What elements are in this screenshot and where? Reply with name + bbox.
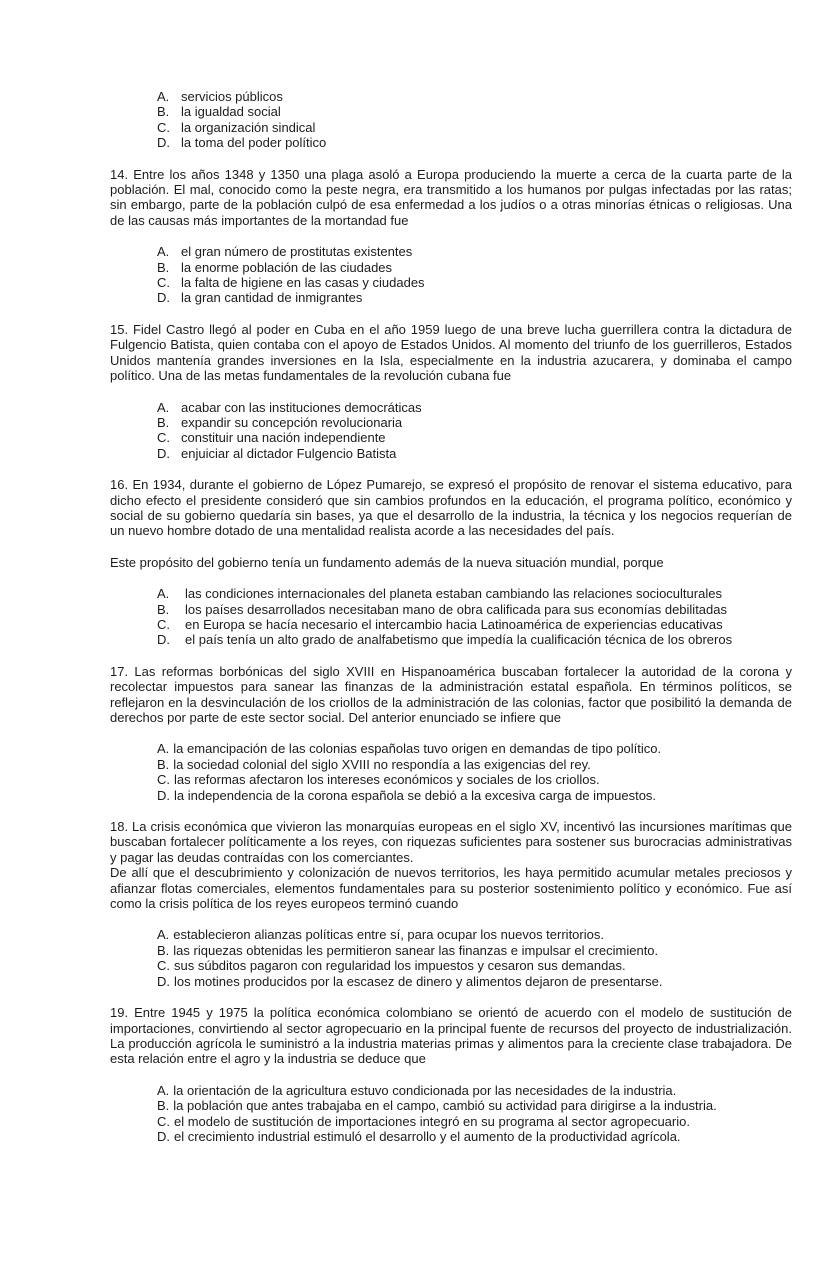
option-text: la gran cantidad de inmigrantes: [181, 290, 363, 306]
option-text: el modelo de sustitución de importaciones integró en su programa al sector agropecuario.: [174, 1113, 690, 1129]
option-letter: D.: [157, 632, 170, 648]
option-item: [157, 757, 792, 772]
option-text: sus súbditos pagaron con regularidad los impuestos y cesaron sus demandas.: [174, 958, 626, 974]
option-item: [157, 974, 792, 989]
options-list: [110, 586, 792, 648]
option-text: establecieron alianzas políticas entre sí, para ocupar los nuevos territorios.: [173, 927, 604, 943]
option-item: [157, 1083, 792, 1098]
option-text: la emancipación de las colonias españolas tuvo origen en demandas de tipo político.: [173, 741, 662, 757]
option-letter: C.: [157, 1113, 170, 1129]
option-letter: B.: [157, 259, 170, 275]
option-text: las reformas afectaron los intereses económicos y sociales de los criollos.: [174, 772, 600, 788]
options-list: [110, 244, 792, 306]
option-item: [157, 586, 792, 601]
option-text: la orientación de la agricultura estuvo condicionada por las necesidades de la industria.: [173, 1082, 677, 1098]
option-letter: B.: [157, 601, 170, 617]
option-text: acabar con las instituciones democráticas: [181, 399, 422, 415]
option-text: la enorme población de las ciudades: [181, 259, 393, 275]
option-letter: B.: [157, 756, 170, 772]
option-text: el gran número de prostitutas existentes: [181, 244, 413, 260]
option-letter: A.: [157, 927, 170, 943]
question-paragraph: 14. Entre los años 1348 y 1350 una plaga asoló a Europa produciendo la muerte a cerca de la cuarta parte de la población. El mal, conocido como la peste negra, era transmitido a los humanos por pulgas infectadas por las ratas; sin embargo, parte de la población culpó de esa enfermedad a los judíos o a otras minorías étnicas o religiosas. Una de las causas más importantes de la mortandad fue: [110, 166, 792, 228]
option-text: la organización sindical: [181, 119, 316, 135]
option-text: constituir una nación independiente: [181, 430, 386, 446]
option-item: [157, 275, 792, 290]
option-item: [157, 120, 792, 135]
option-letter: C.: [157, 430, 170, 446]
option-letter: D.: [157, 787, 170, 803]
option-item: [157, 1114, 792, 1129]
option-text: las condiciones internacionales del planeta estaban cambiando las relaciones socioculturales: [185, 586, 722, 602]
options-list: [110, 927, 792, 989]
option-item: [157, 958, 792, 973]
option-letter: A.: [157, 399, 170, 415]
option-letter: C.: [157, 119, 170, 135]
option-text: los países desarrollados necesitaban mano de obra calificada para sus economías debilitadas: [185, 601, 727, 617]
option-item: [157, 89, 792, 104]
option-item: [157, 400, 792, 415]
options-list: [110, 1083, 792, 1145]
option-text: los motines producidos por la escasez de dinero y alimentos dejaron de presentarse.: [174, 973, 663, 989]
option-item: [157, 602, 792, 617]
option-item: [157, 260, 792, 275]
option-letter: A.: [157, 244, 170, 260]
option-item: [157, 788, 792, 803]
option-letter: D.: [157, 135, 170, 151]
question-paragraph: 15. Fidel Castro llegó al poder en Cuba en el año 1959 luego de una breve lucha guerrillera contra la dictadura de Fulgencio Batista, quien contaba con el apoyo de Estados Unidos. Al momento del triunfo de los guerrilleros, Estados Unidos mantenía grandes inversiones en la Isla, especialmente en la industria azucarera, y dominaba el campo político. Una de las metas fundamentales de la revolución cubana fue: [110, 321, 792, 384]
option-letter: A.: [157, 1082, 170, 1098]
option-letter: A.: [157, 89, 170, 104]
option-item: [157, 617, 792, 632]
option-letter: A.: [157, 586, 170, 602]
option-item: [157, 1098, 792, 1113]
option-text: la población que antes trabajaba en el campo, cambió su actividad para dirigirse a la industria.: [173, 1098, 717, 1114]
option-text: enjuiciar al dictador Fulgencio Batista: [181, 445, 397, 461]
option-item: [157, 430, 792, 445]
question-paragraph: Este propósito del gobierno tenía un fundamento además de la nueva situación mundial, porque: [110, 554, 664, 570]
option-letter: D.: [157, 445, 170, 461]
question-paragraph: De allí que el descubrimiento y colonización de nuevos territorios, les haya permitido acumular metales preciosos y afianzar flotas comerciales, elementos fundamentales para su posterior sostenimiento político y económico. Fue así como la crisis política de los reyes europeos terminó cuando: [110, 865, 792, 912]
option-letter: B.: [157, 104, 170, 120]
options-list: [110, 400, 792, 462]
option-item: [157, 741, 792, 756]
options-list: [110, 89, 792, 151]
option-item: [157, 104, 792, 119]
options-list: [110, 741, 792, 803]
option-item: [157, 446, 792, 461]
option-item: [157, 772, 792, 787]
option-item: [157, 135, 792, 150]
option-letter: A.: [157, 741, 170, 757]
question-paragraph: 16. En 1934, durante el gobierno de López Pumarejo, se expresó el propósito de renovar el sistema educativo, para dicho efecto el presidente consideró que sin cambios profundos en la educación, el programa político, económico y social de su gobierno quedaría sin bases, ya que el desarrollo de la industria, la técnica y los negocios requerían de un nuevo hombre dotado de una mentalidad realista acorde a las necesidades del país.: [110, 477, 792, 539]
option-text: la falta de higiene en las casas y ciudades: [181, 275, 425, 291]
option-text: servicios públicos: [181, 89, 283, 104]
option-text: la toma del poder político: [181, 135, 327, 151]
option-item: [157, 415, 792, 430]
question-paragraph: 19. Entre 1945 y 1975 la política económica colombiano se orientó de acuerdo con el modelo de sustitución de importaciones, convirtiendo al sector agropecuario en la principal fuente de recursos del proyecto de industrialización. La producción agrícola le suministró a la industria materias primas y alimentos para la creciente clase trabajadora. De esta relación entre el agro y la industria se deduce que: [110, 1005, 792, 1067]
option-letter: B.: [157, 942, 170, 958]
option-item: [157, 244, 792, 259]
option-text: la igualdad social: [181, 104, 281, 120]
option-item: [157, 927, 792, 942]
option-text: la sociedad colonial del siglo XVIII no respondía a las exigencias del rey.: [173, 756, 591, 772]
option-text: el crecimiento industrial estimuló el desarrollo y el aumento de la productividad agrícola.: [174, 1128, 681, 1144]
option-letter: B.: [157, 1098, 170, 1114]
option-letter: C.: [157, 772, 170, 788]
question-paragraph: 17. Las reformas borbónicas del siglo XVIII en Hispanoamérica buscaban fortalecer la autoridad de la corona y recolectar impuestos para sanear las finanzas de la administración estatal española. En términos políticos, se reflejaron en la desvinculación de los criollos de la administración de las colonias, factor que posibilitó la demanda de derechos por parte de este sector social. Del anterior enunciado se infiere que: [110, 663, 792, 725]
option-item: [157, 632, 792, 647]
option-letter: C.: [157, 275, 170, 291]
option-letter: D.: [157, 973, 170, 989]
option-letter: D.: [157, 1128, 170, 1144]
option-text: el país tenía un alto grado de analfabetismo que impedía la cualificación técnica de los obreros: [185, 632, 733, 648]
option-item: [157, 943, 792, 958]
question-paragraph: 18. La crisis económica que vivieron las monarquías europeas en el siglo XV, incentivó las incursiones marítimas que buscaban fortalecer políticamente a los reyes, con riquezas suficientes para sostener sus burocracias administrativas y pagar las deudas contraídas con los comerciantes.: [110, 819, 792, 865]
option-text: las riquezas obtenidas les permitieron sanear las finanzas e impulsar el crecimiento.: [173, 942, 659, 958]
option-letter: B.: [157, 414, 170, 430]
option-item: [157, 290, 792, 305]
option-text: en Europa se hacía necesario el intercambio hacia Latinoamérica de experiencias educativas: [185, 616, 723, 632]
option-text: la independencia de la corona española se debió a la excesiva carga de impuestos.: [174, 787, 657, 803]
option-text: expandir su concepción revolucionaria: [181, 414, 403, 430]
option-item: [157, 1129, 792, 1144]
option-letter: C.: [157, 958, 170, 974]
option-letter: D.: [157, 290, 170, 306]
option-letter: C.: [157, 616, 170, 632]
